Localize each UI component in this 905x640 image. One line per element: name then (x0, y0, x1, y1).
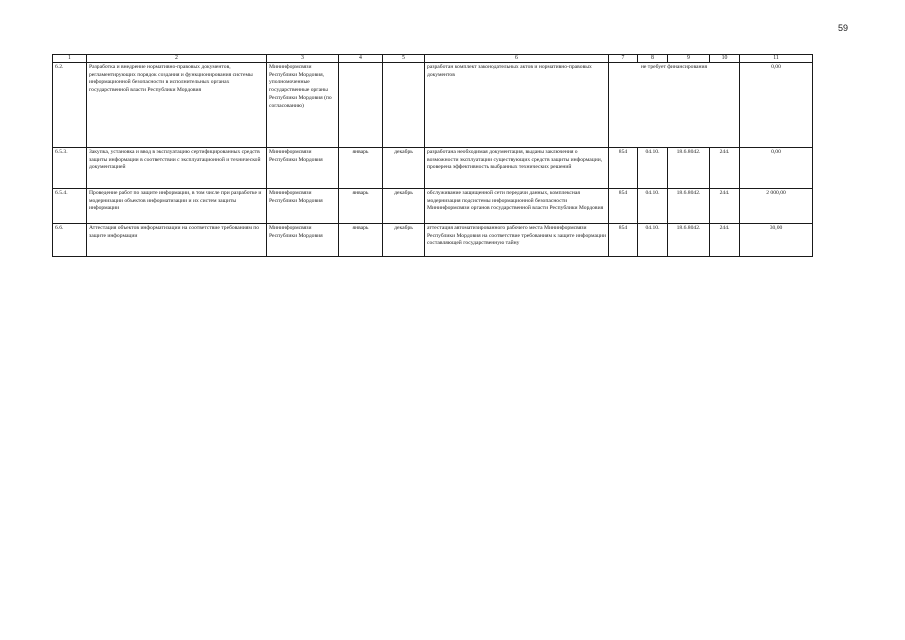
column-number: 1 (53, 55, 87, 63)
start-month (339, 63, 383, 148)
budget-code-admin: 854 (609, 148, 638, 189)
amount: 30,00 (740, 224, 813, 257)
table-row (53, 63, 813, 148)
budget-code-section: 04.10. (638, 224, 668, 257)
end-month (383, 63, 425, 148)
end-month: декабрь (383, 148, 425, 189)
executor: Мининформсвязи Республики Мордовия, уполномоченные государственные органы Республики Мордовия (по согласованию) (267, 63, 339, 148)
plan-table (52, 54, 813, 257)
amount: 0,00 (740, 148, 813, 189)
column-number: 6 (425, 55, 609, 63)
expected-result: разработана необходимая документация, выданы заключения о возможности эксплуатации существующих средств защиты информации, проверена эффективность выбранных технических решений (425, 148, 609, 189)
column-number: 8 (638, 55, 668, 63)
column-number-row (53, 55, 813, 63)
budget-code-target: 18.6.8042. (668, 148, 710, 189)
column-number: 10 (710, 55, 740, 63)
budget-code-type: 244. (710, 148, 740, 189)
budget-code-type: 244. (710, 189, 740, 224)
task-description: Аттестация объектов информатизации на соответствие требованиям по защите информации (87, 224, 267, 257)
task-description: Проведение работ по защите информации, в том числе при разработке и модернизации объектов информатизации и их систем защиты информации (87, 189, 267, 224)
column-number: 5 (383, 55, 425, 63)
amount: 0,00 (740, 63, 813, 148)
executor: Мининформсвязи Республики Мордовия (267, 189, 339, 224)
column-number: 7 (609, 55, 638, 63)
item-number: 6.5.3. (53, 148, 87, 189)
task-description: Закупка, установка и ввод в эксплуатацию сертифицированных средств защиты информации в соответствии с эксплуатационной и технической документацией (87, 148, 267, 189)
end-month: декабрь (383, 189, 425, 224)
start-month: январь (339, 189, 383, 224)
executor: Мининформсвязи Республики Мордовия (267, 224, 339, 257)
end-month: декабрь (383, 224, 425, 257)
item-number: 6.5.4. (53, 189, 87, 224)
table-row (53, 224, 813, 257)
column-number: 11 (740, 55, 813, 63)
expected-result: обслуживание защищенной сети передачи данных, комплексная модернизация подсистемы информационной безопасности Мининформсвязи органов государственной власти Республики Мордовия (425, 189, 609, 224)
table-row (53, 148, 813, 189)
column-number: 9 (668, 55, 710, 63)
start-month: январь (339, 148, 383, 189)
column-number: 4 (339, 55, 383, 63)
budget-code-type: 244. (710, 224, 740, 257)
financing-note: не требует финансирования (609, 63, 740, 148)
start-month: январь (339, 224, 383, 257)
page-number: 59 (838, 23, 849, 33)
budget-code-target: 18.6.8042. (668, 189, 710, 224)
budget-code-section: 04.10. (638, 189, 668, 224)
column-number: 3 (267, 55, 339, 63)
amount: 2 000,00 (740, 189, 813, 224)
budget-code-admin: 854 (609, 189, 638, 224)
budget-code-target: 18.6.8042. (668, 224, 710, 257)
expected-result: разработан комплект законодательных актов и нормативно-правовых документов (425, 63, 609, 148)
executor: Мининформсвязи Республики Мордовия (267, 148, 339, 189)
expected-result: аттестация автоматизированного рабочего места Мининформсвязи Республики Мордовия на соответствие требованиям к защите информации составляющей государственную тайну (425, 224, 609, 257)
column-number: 2 (87, 55, 267, 63)
item-number: 6.2. (53, 63, 87, 148)
budget-code-section: 04.10. (638, 148, 668, 189)
table-row (53, 189, 813, 224)
budget-code-admin: 854 (609, 224, 638, 257)
task-description: Разработка и внедрение нормативно-правовых документов, регламентирующих порядок создания и функционирования системы информационной безопасности в исполнительных органах государственной власти Республики Мордовия (87, 63, 267, 148)
item-number: 6.6. (53, 224, 87, 257)
